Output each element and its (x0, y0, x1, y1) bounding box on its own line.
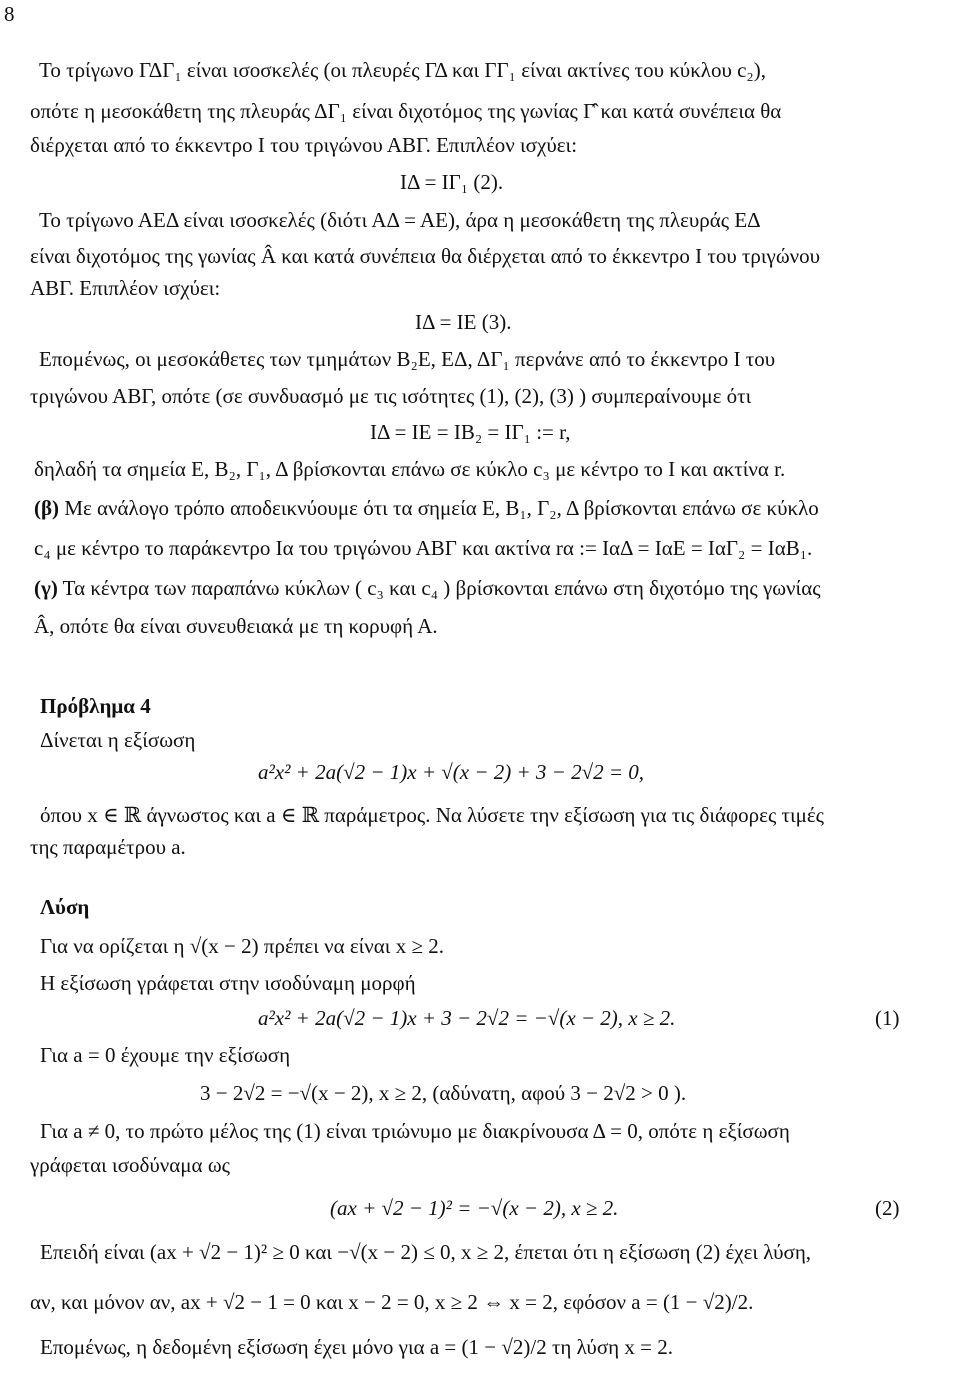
problem-title: Πρόβλημα 4 (40, 694, 151, 718)
problem-equation: a²x² + 2a(√2 − 1)x + √(x − 2) + 3 − 2√2 = 0, (258, 760, 645, 784)
paragraph-line: ΑΒΓ. Επιπλέον ισχύει: (30, 276, 221, 300)
part-c-label: (γ) (34, 576, 58, 600)
paragraph-line: της παραμέτρου a. (30, 835, 186, 859)
part-b-label: (β) (34, 496, 60, 520)
paragraph-line: δηλαδή τα σημεία Ε, Β₂, Γ₁, Δ βρίσκονται επάνω σε κύκλο c₃ με κέντρο το Ι και ακτίνα r. (34, 457, 786, 481)
part-b-line-1 (34, 496, 819, 520)
equation-tag-1: (1) (875, 1006, 900, 1030)
part-b-text: Με ανάλογο τρόπο αποδεικνύουμε ότι τα σημεία Ε, Β₁, Γ₂, Δ βρίσκονται επάνω σε κύκλο (59, 496, 819, 520)
paragraph-line: γράφεται ισοδύναμα ως (30, 1153, 230, 1177)
paragraph-line: Επειδή είναι (ax + √2 − 1)² ≥ 0 και −√(x − 2) ≤ 0, x ≥ 2, έπεται ότι η εξίσωση (2) έχει λύση, (40, 1240, 812, 1264)
problem-intro: Δίνεται η εξίσωση (40, 728, 196, 752)
solution-title: Λύση (40, 895, 90, 919)
paragraph-line: Για να ορίζεται η √(x − 2) πρέπει να είναι x ≥ 2. (40, 934, 444, 958)
solution-equation-1: a²x² + 2a(√2 − 1)x + 3 − 2√2 = −√(x − 2), x ≥ 2. (258, 1006, 676, 1030)
part-c-line-1 (34, 576, 821, 600)
paragraph-line: είναι διχοτόμος της γωνίας Â και κατά συνέπεια θα διέρχεται από το έκκεντρο Ι του τριγώνου (30, 244, 821, 268)
paragraph-line: διέρχεται από το έκκεντρο Ι του τριγώνου ΑΒΓ. Επιπλέον ισχύει: (30, 133, 578, 157)
paragraph-line: Η εξίσωση γράφεται στην ισοδύναμη μορφή (40, 971, 416, 995)
paragraph-line: τριγώνου ΑΒΓ, οπότε (σε συνδυασμό με τις ισότητες (1), (2), (3) ) συμπεραίνουμε ότι (30, 384, 752, 408)
equation-4: ΙΔ = ΙΕ = ΙΒ₂ = ΙΓ₁ := r, (370, 420, 571, 444)
solution-equation-2: (ax + √2 − 1)² = −√(x − 2), x ≥ 2. (330, 1196, 619, 1220)
part-c-line-2: Â, οπότε θα είναι συνευθειακά με τη κορυφή Α. (34, 614, 438, 638)
part-b-line-2: c₄ με κέντρο το παράκεντρο Ια του τριγώνου ΑΒΓ και ακτίνα rα := ΙαΔ = ΙαΕ = ΙαΓ₂ = ΙαΒ₁. (34, 536, 813, 560)
paragraph-line: Το τρίγωνο ΑΕΔ είναι ισοσκελές (διότι ΑΔ = ΑΕ), άρα η μεσοκάθετη της πλευράς ΕΔ (39, 208, 761, 232)
equation-3: ΙΔ = ΙΕ (3). (415, 310, 512, 334)
paragraph-line: Επομένως, η δεδομένη εξίσωση έχει μόνο για a = (1 − √2)/2 τη λύση x = 2. (40, 1335, 673, 1359)
equation-tag-2: (2) (875, 1196, 900, 1220)
paragraph-line: αν, και μόνον αν, ax + √2 − 1 = 0 και x − 2 = 0, x ≥ 2 ⇔ x = 2, εφόσον a = (1 − √2)/2. (30, 1290, 754, 1314)
paragraph-line: οπότε η μεσοκάθετη της πλευράς ΔΓ₁ είναι διχοτόμος της γωνίας Γ̂ και κατά συνέπεια θα (30, 99, 782, 123)
paragraph-line: Για a ≠ 0, το πρώτο μέλος της (1) είναι τριώνυμο με διακρίνουσα Δ = 0, οπότε η εξίσωση (40, 1119, 790, 1143)
paragraph-line: Το τρίγωνο ΓΔΓ₁ είναι ισοσκελές (οι πλευρές ΓΔ και ΓΓ₁ είναι ακτίνες του κύκλου c₂), (39, 58, 766, 82)
paragraph-line: Για a = 0 έχουμε την εξίσωση (40, 1043, 291, 1067)
paragraph-line: όπου x ∈ ℝ άγνωστος και a ∈ ℝ παράμετρος. Να λύσετε την εξίσωση για τις διάφορες τιμές (40, 803, 824, 827)
page-number: 8 (4, 2, 15, 26)
part-c-text: Τα κέντρα των παραπάνω κύκλων ( c₃ και c₄ ) βρίσκονται επάνω στη διχοτόμο της γωνίας (57, 576, 821, 600)
equation-2: ΙΔ = ΙΓ₁ (2). (400, 170, 504, 194)
solution-equation-a0: 3 − 2√2 = −√(x − 2), x ≥ 2, (αδύνατη, αφού 3 − 2√2 > 0 ). (200, 1081, 687, 1105)
paragraph-line: Επομένως, οι μεσοκάθετες των τμημάτων Β₂Ε, ΕΔ, ΔΓ₁ περνάνε από το έκκεντρο Ι του (39, 347, 776, 371)
